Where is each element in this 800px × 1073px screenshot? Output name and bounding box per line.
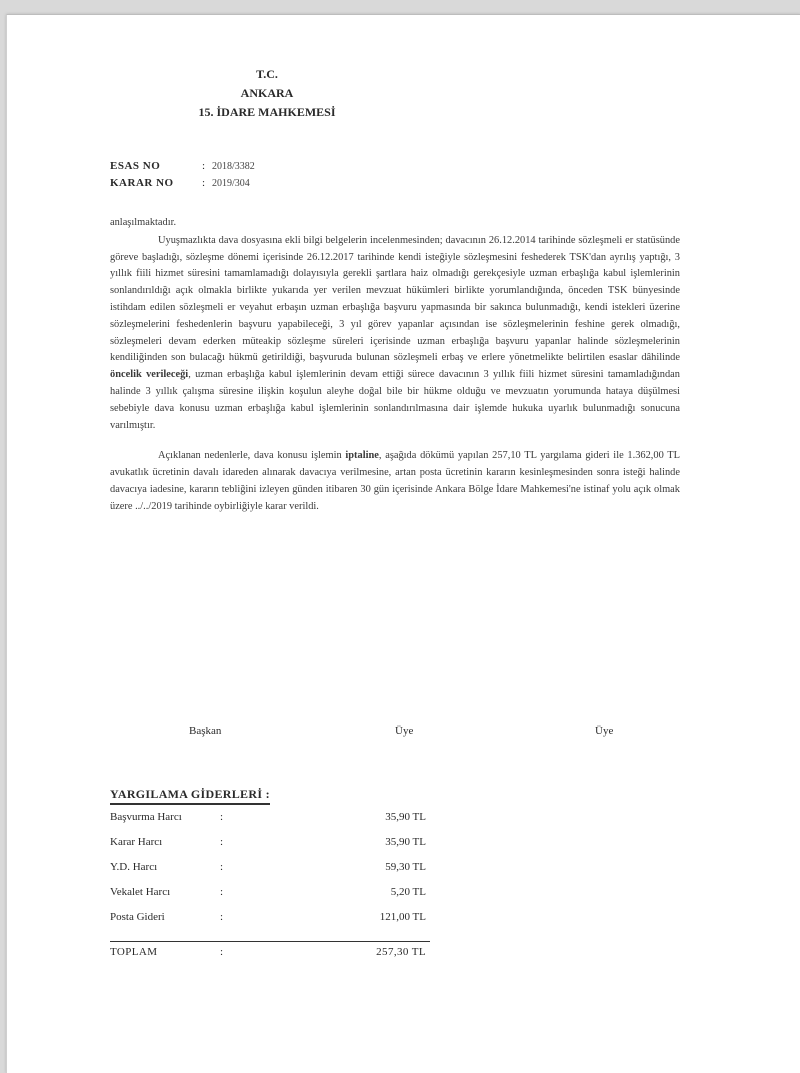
karar-row — [110, 175, 255, 192]
cost-row — [110, 861, 430, 886]
verdict-bold: iptaline — [345, 450, 379, 462]
cost-colon: : — [220, 811, 224, 823]
cost-colon: : — [220, 886, 224, 898]
court-header — [7, 65, 527, 122]
verdict-paragraph — [110, 448, 680, 515]
cost-row — [110, 886, 430, 911]
costs-title: YARGILAMA GİDERLERİ : — [110, 787, 270, 805]
total-amount: 257,30 TL — [376, 946, 426, 958]
cost-colon: : — [220, 911, 224, 923]
opening-line: anlaşılmaktadır. — [110, 217, 177, 228]
signature-chair: Başkan — [189, 725, 222, 737]
total-label: TOPLAM — [110, 946, 158, 958]
signature-member-1: Üye — [395, 725, 414, 737]
cost-label: Başvurma Harcı — [110, 811, 182, 823]
cost-row — [110, 836, 430, 861]
esas-label: ESAS NO — [110, 160, 161, 172]
cost-amount: 35,90 TL — [385, 811, 426, 823]
cost-amount: 59,30 TL — [385, 861, 426, 873]
costs-table — [110, 787, 430, 968]
cost-label: Posta Gideri — [110, 911, 165, 923]
verdict-text-a: Açıklanan nedenlerle, dava konusu işlemin — [158, 450, 342, 462]
karar-value: 2019/304 — [212, 178, 250, 189]
cost-colon: : — [220, 836, 224, 848]
reasoning-text-a: Uyuşmazlıkta dava dosyasına ekli bilgi belgelerin incelenmesinden; davacının 26.12.2014 tarihinde sözleşmeli er statüsünde göreve başladığı, sözleşme dönemi içerisinde 26.12.2017 tarihinde kendi isteğiyle sözleşmesini feshederek TSK'dan ayrılış yaptığı, 3 yıllık fiili hizmet süresini tamamlamadığı dolayısıyla gerekli şartlara haiz olmadığı gerekçesiyle uzman erbaşlığa kabul işlemlerinin sonlandırıldığı açık olmakla birlikte yukarıda yer verilen mevzuat hükümleri birlikte yorumlandığında, önceden TSK bünyesinde istihdam edilen sözleşmeli er veyahut erbaşın uzman erbaşlığa başvuru yapmasında bir sakınca bulunmadığı, kendi istekleri üzerine sözleşmelerini feshedenlerin başvuru yapabileceği, 3 yıl görev yapanlar açısından ise sözleşmelerinin feshine gerek olmadığı, sözleşmeleri devam ederken müteakip sözleşme süreleri içerisinde uzman erbaşlığa başvuru yapanlar halinde sözleşmelerinin kendiliğinden son bulacağı hükmü getirildiği, başvuruda bulunan sözleşmeli erbaş ve erlere yönetmelikte belirtilen esaslar dâhilinde — [110, 234, 680, 364]
reasoning-bold: öncelik verileceği — [110, 369, 189, 381]
esas-row — [110, 158, 255, 175]
document-page — [6, 14, 800, 1073]
cost-amount: 35,90 TL — [385, 836, 426, 848]
header-line-court: 15. İDARE MAHKEMESİ — [198, 105, 336, 119]
decision-body — [110, 215, 680, 516]
verdict-text-b: , aşağıda dökümü yapılan 257,10 TL yargılama gideri ile 1.362,00 TL avukatlık ücretinin davalı idareden alınarak davacıya verilmesine, artan posta ücretinin kararın kesinleşmesinden sonra isteği halinde davacıya iadesine, kararın tebliğini izleyen günden itibaren 30 gün içerisinde Ankara Bölge İdare Mahkemesi'ne istinaf yolu açık olmak üzere ../../2019 tarihinde oybirliğiyle karar verildi. — [110, 450, 680, 512]
header-line-city: ANKARA — [240, 86, 294, 100]
cost-colon: : — [220, 861, 224, 873]
header-line-tc: T.C. — [256, 67, 278, 81]
reasoning-paragraph — [110, 233, 680, 435]
cost-amount: 121,00 TL — [379, 911, 426, 923]
esas-colon: : — [202, 160, 206, 172]
karar-colon: : — [202, 177, 206, 189]
esas-value: 2018/3382 — [212, 161, 255, 172]
cost-row — [110, 811, 430, 836]
cost-label: Y.D. Harcı — [110, 861, 158, 873]
cost-label: Karar Harcı — [110, 836, 163, 848]
karar-label: KARAR NO — [110, 177, 174, 189]
case-references — [110, 158, 255, 192]
signature-block — [7, 725, 800, 745]
reasoning-text-b: , uzman erbaşlığa kabul işlemlerinin devam ettiği sürece davacının 3 yıllık fiili hizmet süresini tamamladığından halinde 3 yıllık çalışma süresine ilişkin koşulun aleyhe doğal bile bir hükme olduğu ve mevzuatın yorumunda hataya düşülmesi sebebiyle dava konusu uzman erbaşlığa kabul işlemlerinin sonlandırılmasına dair işlemde hukuka uyarlık bulunmadığı sonucuna varılmıştır. — [110, 369, 680, 431]
cost-total-row — [110, 941, 430, 968]
cost-label: Vekalet Harcı — [110, 886, 171, 898]
cost-row — [110, 911, 430, 936]
signature-member-2: Üye — [595, 725, 614, 737]
total-colon: : — [220, 946, 224, 958]
cost-amount: 5,20 TL — [390, 886, 426, 898]
